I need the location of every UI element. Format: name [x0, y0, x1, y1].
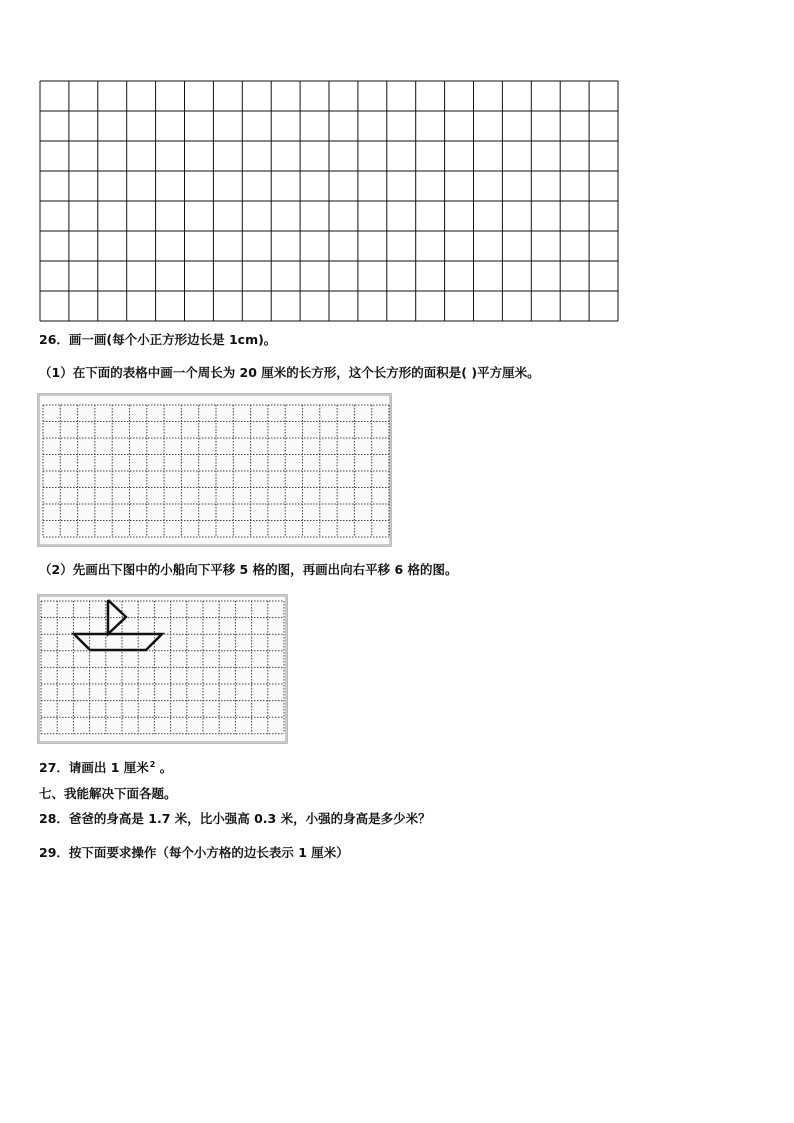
q26-part2-text: （2）先画出下图中的小船向下平移 5 格的图，再画出向右平移 6 格的图。 — [39, 562, 458, 577]
q26-part1-text: （1）在下面的表格中画一个周长为 20 厘米的长方形，这个长方形的面积是( )平方厘米。 — [39, 365, 540, 380]
q26-heading: 26．画一画(每个小正方形边长是 1cm)。 — [39, 332, 277, 347]
boat-grid — [37, 594, 288, 744]
q27-end: 。 — [155, 760, 173, 775]
dotted-grid-part1 — [37, 393, 392, 547]
q27-main: 27．请画出 1 厘米 — [39, 760, 149, 775]
section-7-heading: 七、我能解决下面各题。 — [39, 786, 177, 801]
q29-text: 29．按下面要求操作（每个小方格的边长表示 1 厘米） — [39, 845, 349, 860]
q27-text — [39, 760, 172, 778]
q28-text: 28．爸爸的身高是 1.7 米，比小强高 0.3 米，小强的身高是多少米？ — [39, 811, 431, 826]
top-answer-grid — [39, 80, 620, 324]
q27-superscript: 2 — [149, 760, 156, 769]
